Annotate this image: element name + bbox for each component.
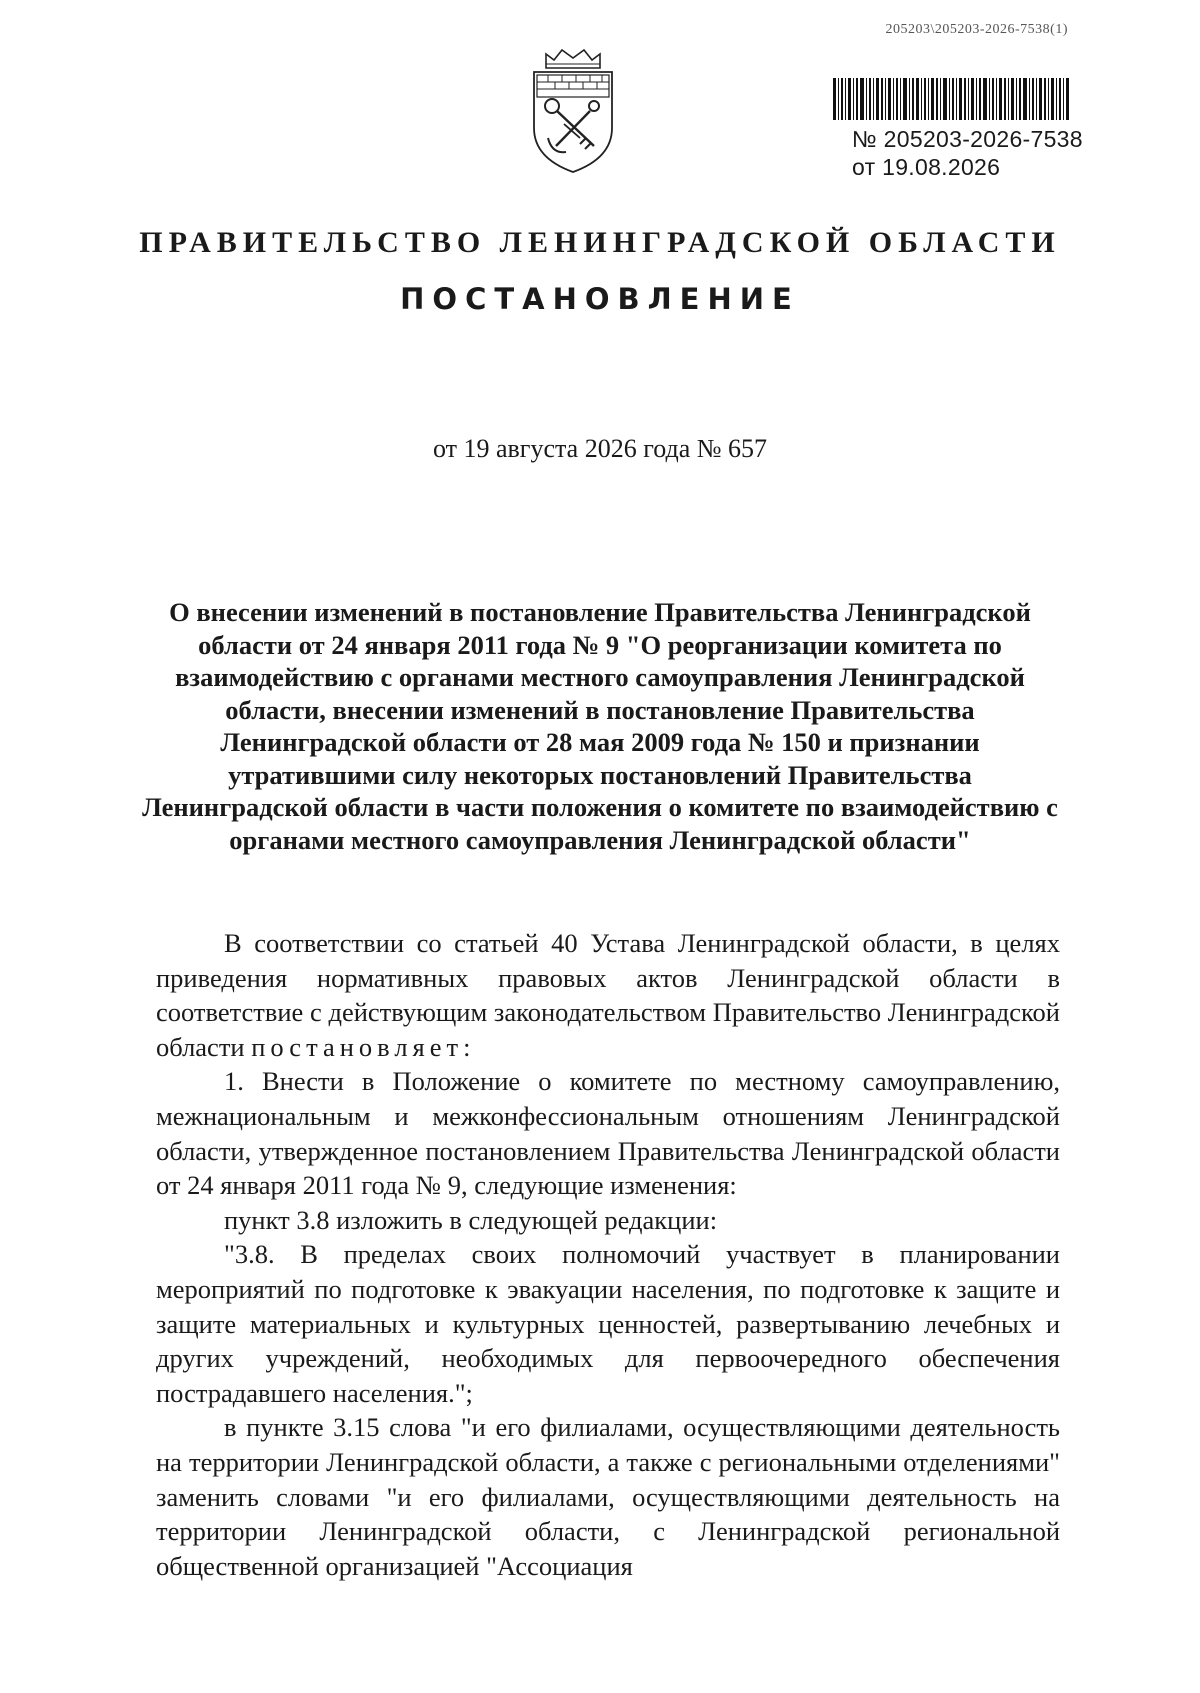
paragraph-3: "3.8. В пределах своих полномочий участвует в планировании мероприятий по подготовке к эвакуации населения, по подготовке к защите и защите материальных и культурных ценностей, развертыванию лечебных и других учреждений, необходимых для первоочередного обеспечения пострадавшего населения."; [156,1239,1060,1408]
paragraph-2: пункт 3.8 изложить в следующей редакции: [224,1204,718,1235]
registration-number: № 205203-2026-7538 [852,126,1083,152]
resolves-word: постановляет [251,1031,464,1062]
resolves-colon: : [463,1031,471,1062]
preamble-paragraph [156,926,1060,1064]
reference-code: 205203\205203-2026-7538(1) [885,22,1068,37]
government-title: ПРАВИТЕЛЬСТВО ЛЕНИНГРАДСКОЙ ОБЛАСТИ [139,226,1061,259]
paragraph-4: в пункте 3.15 слова "и его филиалами, осуществляющими деятельность на территории Ленинградской области, а также с региональными отделениями" заменить словами "и его филиалами, осуществляющими деятельность на территории Ленинградской области, с Ленинградской региональной общественной организацией "Ассоциация [156,1412,1060,1581]
document-type: ПОСТАНОВЛЕНИЕ [400,282,800,316]
document-subject: О внесении изменений в постановление Правительства Ленинградской области от 24 января 2011 года № 9 "О реорганизации комитета по взаимодействию с органами местного самоуправления Ленинградской области, внесении изменений в постановление Правительства Ленинградской области от 28 мая 2009 года № 150 и признании утратившими силу некоторых постановлений Правительства Ленинградской области в части положения о комитете по взаимодействию с органами местного самоуправления Ленинградской области" [142,597,1058,855]
document-body [156,926,1060,1583]
barcode-icon [833,78,1071,120]
registration-date: от 19.08.2026 [852,154,1001,180]
document-date: от 19 августа 2026 года № 657 [432,434,768,463]
paragraph-1: 1. Внести в Положение о комитете по местному самоуправлению, межнациональным и межконфессиональным отношениям Ленинградской области, утвержденное постановлением Правительства Ленинградской области от 24 января 2011 года № 9, следующие изменения: [156,1066,1060,1201]
coat-of-arms-icon [528,46,618,176]
preamble-text: В соответствии со статьей 40 Устава Ленинградской области, в целях приведения нормативных правовых актов Ленинградской области в соответствие с действующим законодательством Правительство Ленинградской области [156,928,1060,1062]
